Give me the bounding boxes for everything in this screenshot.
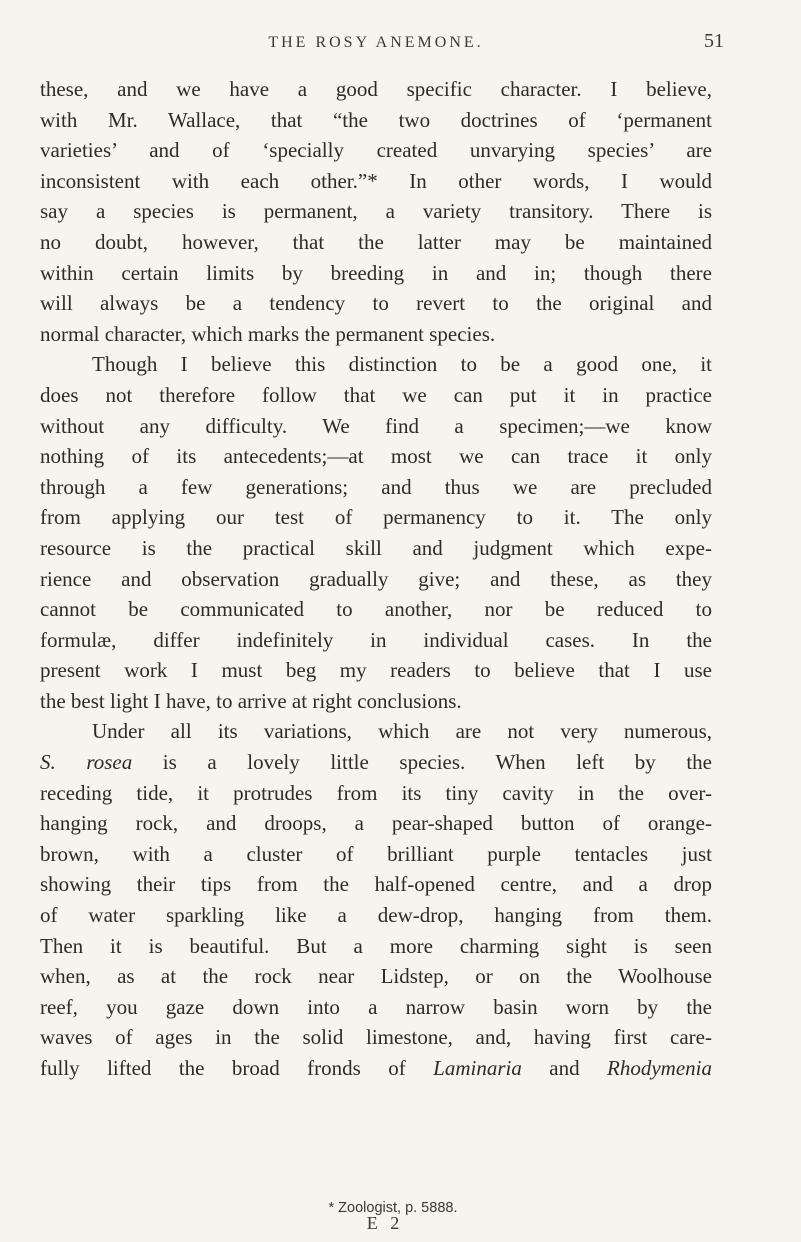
text-line: cannot be communicated to another, nor be reduced to [40, 597, 712, 622]
text-line: these, and we have a good specific character. I believe, [40, 77, 712, 101]
text-line: of water sparkling like a dew-drop, hanging from them. [40, 903, 712, 928]
text-line: receding tide, it protrudes from its tiny cavity in the over- [40, 780, 712, 805]
page-number: 51 [704, 30, 724, 52]
text-line-italic: S. rosea is a lovely little species. When left by the [40, 750, 712, 775]
text-line: brown, with a cluster of brilliant purple tentacles just [40, 841, 712, 866]
text-line: rience and observation gradually give; and these, as they [40, 566, 712, 591]
text-line: Though I believe this distinction to be a good one, it [92, 352, 712, 377]
body-text [40, 74, 712, 1084]
text-line: formulæ, differ indefinitely in individual cases. In the [40, 627, 712, 652]
text-line: nothing of its antecedents;—at most we can trace it only [40, 444, 712, 469]
text-line: without any difficulty. We find a specimen;—we know [40, 413, 712, 438]
text-line: normal character, which marks the permanent species. [40, 321, 496, 346]
text-line: from applying our test of permanency to it. The only [40, 505, 712, 530]
text-line: does not therefore follow that we can put it in practice [40, 382, 712, 407]
text-line: will always be a tendency to revert to the original and [40, 291, 712, 316]
text-line: inconsistent with each other.”* In other words, I would [40, 168, 712, 193]
text-line: say a species is permanent, a variety transitory. There is [40, 199, 712, 224]
text-line: reef, you gaze down into a narrow basin worn by the [40, 994, 712, 1019]
text-line: with Mr. Wallace, that “the two doctrines of ‘permanent [40, 107, 712, 132]
text-line: Then it is beautiful. But a more charming sight is seen [40, 933, 712, 958]
text-line: resource is the practical skill and judgment which expe- [40, 535, 712, 560]
text-line: Under all its variations, which are not very numerous, [92, 719, 712, 744]
text-line-italic: fully lifted the broad fronds of Laminaria and Rhodymenia [40, 1056, 712, 1080]
text-line: within certain limits by breeding in and in; though there [40, 260, 712, 285]
text-line: present work I must beg my readers to believe that I use [40, 658, 712, 683]
text-line: when, as at the rock near Lidstep, or on the Woolhouse [40, 964, 712, 989]
text-line: waves of ages in the solid limestone, and, having first care- [40, 1025, 712, 1050]
text-line: showing their tips from the half-opened centre, and a drop [40, 872, 712, 897]
signature-mark: E 2 [366, 1213, 404, 1233]
text-line: no doubt, however, that the latter may be maintained [40, 229, 712, 254]
footnote: * Zoologist, p. 5888. [328, 1200, 458, 1216]
text-line: the best light I have, to arrive at right conclusions. [40, 688, 462, 713]
running-head: THE ROSY ANEMONE. [268, 34, 484, 51]
text-line: hanging rock, and droops, a pear-shaped button of orange- [40, 811, 712, 836]
text-line: through a few generations; and thus we are precluded [40, 474, 712, 499]
text-line: varieties’ and of ‘specially created unvarying species’ are [40, 138, 712, 163]
